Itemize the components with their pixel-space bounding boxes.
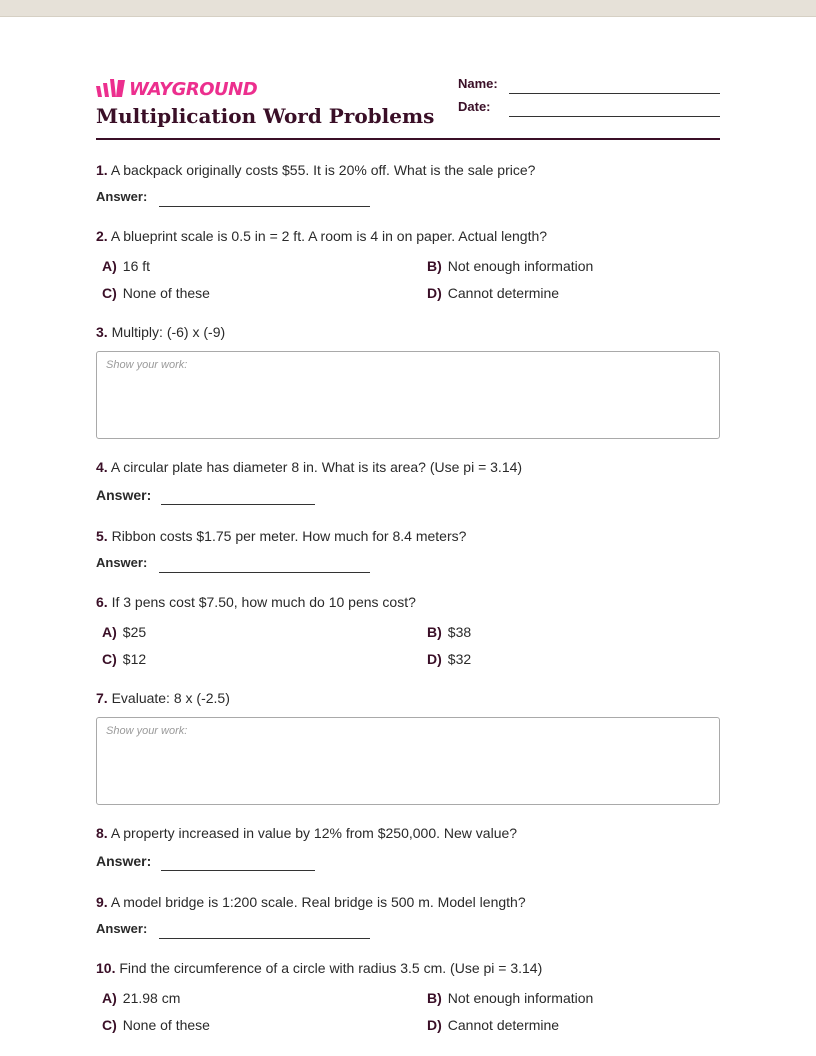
question-text: A model bridge is 1:200 scale. Real bridge is 500 m. Model length? — [110, 894, 526, 910]
answer-label: Answer: — [96, 487, 152, 503]
option-letter: A) — [102, 258, 117, 274]
option-10b[interactable] — [427, 990, 593, 1006]
question-text: Find the circumference of a circle with radius 3.5 cm. (Use pi = 3.14) — [119, 960, 543, 976]
option-text: None of these — [122, 1017, 210, 1033]
option-text: $12 — [122, 651, 147, 667]
question-8 — [96, 825, 517, 841]
answer-field-4[interactable] — [96, 487, 396, 505]
answer-line[interactable] — [161, 504, 315, 505]
answer-label: Answer: — [96, 555, 148, 570]
question-1 — [96, 162, 535, 178]
option-letter: C) — [102, 651, 117, 667]
option-letter: B) — [427, 258, 442, 274]
option-text: Cannot determine — [447, 1017, 560, 1033]
brand-name: WAYGROUND — [129, 78, 258, 100]
option-text: $38 — [447, 624, 472, 640]
option-letter: C) — [102, 1017, 117, 1033]
option-6b[interactable] — [427, 624, 471, 640]
question-7 — [96, 690, 230, 706]
answer-line[interactable] — [159, 938, 370, 939]
option-letter: C) — [102, 285, 117, 301]
answer-label: Answer: — [96, 853, 152, 869]
question-number: 7. — [96, 690, 108, 706]
answer-line[interactable] — [159, 572, 370, 573]
option-letter: B) — [427, 990, 442, 1006]
answer-line[interactable] — [159, 206, 370, 207]
top-strip — [0, 0, 816, 17]
question-number: 8. — [96, 825, 108, 841]
question-4 — [96, 459, 522, 475]
question-2 — [96, 228, 547, 244]
question-number: 9. — [96, 894, 108, 910]
option-letter: D) — [427, 651, 442, 667]
brand-mark-icon — [96, 79, 126, 99]
question-text: A property increased in value by 12% from $250,000. New value? — [110, 825, 518, 841]
question-number: 5. — [96, 528, 108, 544]
option-letter: D) — [427, 1017, 442, 1033]
option-2a[interactable] — [102, 258, 150, 274]
option-text: 21.98 cm — [122, 990, 181, 1006]
question-text: A backpack originally costs $55. It is 20% off. What is the sale price? — [110, 162, 536, 178]
page-title: Multiplication Word Problems — [96, 104, 435, 128]
option-6a[interactable] — [102, 624, 146, 640]
question-number: 1. — [96, 162, 108, 178]
question-text: A circular plate has diameter 8 in. What is its area? (Use pi = 3.14) — [110, 459, 523, 475]
question-number: 6. — [96, 594, 108, 610]
question-text: Evaluate: 8 x (-2.5) — [111, 690, 230, 706]
option-10c[interactable] — [102, 1017, 210, 1033]
question-6 — [96, 594, 416, 610]
answer-field-1[interactable] — [96, 189, 396, 207]
option-2d[interactable] — [427, 285, 559, 301]
question-9 — [96, 894, 526, 910]
option-text: Not enough information — [447, 258, 594, 274]
option-text: $25 — [122, 624, 147, 640]
option-6d[interactable] — [427, 651, 471, 667]
answer-field-8[interactable] — [96, 853, 396, 871]
date-label: Date: — [458, 99, 491, 114]
option-letter: B) — [427, 624, 442, 640]
question-number: 10. — [96, 960, 116, 976]
answer-line[interactable] — [161, 870, 315, 871]
question-text: A blueprint scale is 0.5 in = 2 ft. A room is 4 in on paper. Actual length? — [110, 228, 548, 244]
brand-logo — [96, 78, 257, 100]
question-10 — [96, 960, 542, 976]
option-text: 16 ft — [122, 258, 151, 274]
answer-field-9[interactable] — [96, 921, 396, 939]
option-letter: A) — [102, 624, 117, 640]
option-10d[interactable] — [427, 1017, 559, 1033]
work-hint: Show your work: — [106, 359, 188, 371]
option-text: None of these — [122, 285, 210, 301]
option-10a[interactable] — [102, 990, 180, 1006]
date-line[interactable] — [509, 116, 720, 117]
answer-label: Answer: — [96, 921, 148, 936]
name-field[interactable] — [458, 76, 720, 94]
header-divider — [96, 138, 720, 140]
option-letter: A) — [102, 990, 117, 1006]
question-number: 2. — [96, 228, 108, 244]
question-number: 4. — [96, 459, 108, 475]
answer-label: Answer: — [96, 189, 148, 204]
option-text: Not enough information — [447, 990, 594, 1006]
question-number: 3. — [96, 324, 108, 340]
question-text: If 3 pens cost $7.50, how much do 10 pens cost? — [111, 594, 416, 610]
name-line[interactable] — [509, 93, 720, 94]
option-2c[interactable] — [102, 285, 210, 301]
work-area-7[interactable] — [96, 717, 720, 805]
work-hint: Show your work: — [106, 725, 188, 737]
option-2b[interactable] — [427, 258, 593, 274]
date-field[interactable] — [458, 99, 720, 117]
question-text: Ribbon costs $1.75 per meter. How much for 8.4 meters? — [111, 528, 467, 544]
option-text: $32 — [447, 651, 472, 667]
work-area-3[interactable] — [96, 351, 720, 439]
question-3 — [96, 324, 225, 340]
option-text: Cannot determine — [447, 285, 560, 301]
answer-field-5[interactable] — [96, 555, 396, 573]
name-label: Name: — [458, 76, 498, 91]
option-letter: D) — [427, 285, 442, 301]
question-text: Multiply: (-6) x (-9) — [111, 324, 226, 340]
option-6c[interactable] — [102, 651, 146, 667]
question-5 — [96, 528, 466, 544]
